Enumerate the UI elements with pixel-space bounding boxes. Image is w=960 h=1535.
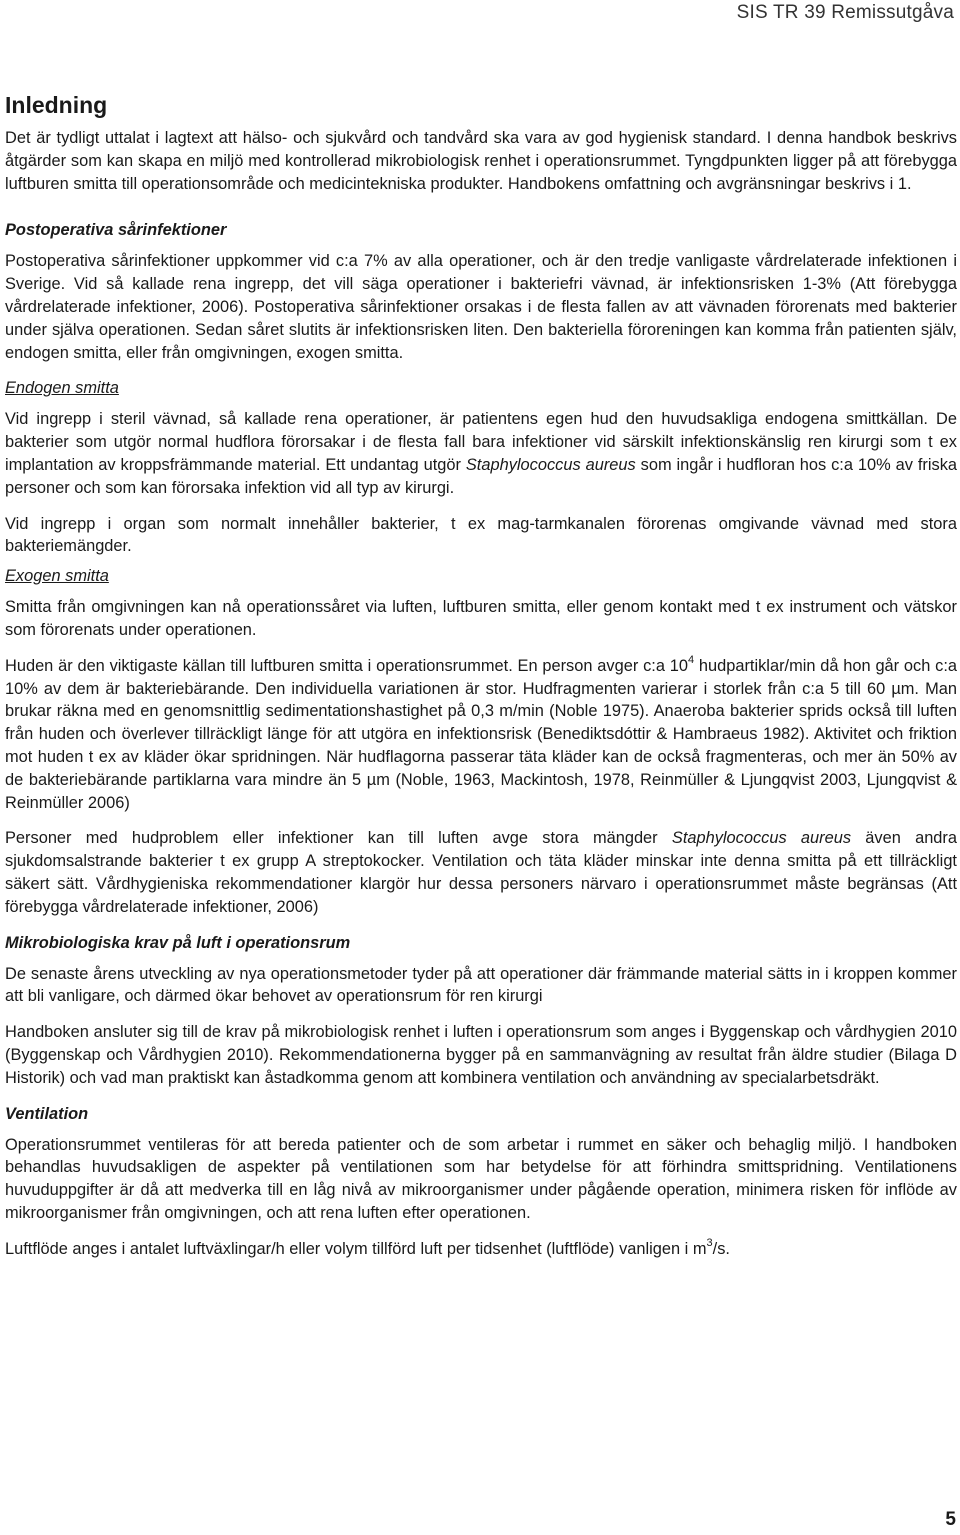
paragraph-mikro-1: De senaste årens utveckling av nya operationsmetoder tyder på att operationer där främmande material sätts in i kroppen kommer att bli vanligare, och därmed ökar behovet av operationsrum för ren kirurgi [5,964,957,1006]
paragraph-ventilation-2 [5,1238,957,1261]
paragraph-inledning: Det är tydligt uttalat i lagtext att hälso- och sjukvård och tandvård ska vara av god hygienisk standard. I denna handbok beskrivs åtgärder som kan skapa en miljö med kontrollerad mikrobiologisk renhet i operationsrummet. Tyngdpunkten ligger på att förebygga luftburen smitta till operationsområde och medicintekniska produkter. Handbokens omfattning och avgränsningar beskrivs i 1. [5,129,957,193]
paragraph-exogen-1: Smitta från omgivningen kan nå operationssåret via luften, luftburen smitta, eller genom kontakt med t ex instrument och vätskor som förorenats under operationen. [5,598,957,639]
document-header: SIS TR 39 Remissutgåva [736,2,954,23]
text-span: hudpartiklar/min då hon går och c:a 10% av dem är bakteriebärande. Den individuella variationen är stor. Hudfragmenten varierar i storlek från c:a 5 till 60 µm. Man brukar räkna med en genomsnittlig sedimentationshastighet på 0,3 m/min (Noble 1975). Anaeroba bakterier sprids också till luften från huden och överlever tillräckligt länge för att utgöra en infektionsrisk (Benediktsdóttir & Hambraeus 1982). Aktivitet och friktion mot huden t ex av kläder ökar spridningen. När hudflagorna passerar täta kläder kan de också fragmenteras, och mer än 50% av de bakteriebärande partiklarna vara mindre än 5 µm (Noble, 1963, Mackintosh, 1978, Reinmüller & Ljungqvist 2003, Ljungqvist & Reinmüller 2006) [5,656,957,812]
page-number: 5 [945,1509,956,1530]
species-name: Staphylococcus aureus [671,829,852,848]
text-span: även andra sjukdomsalstrande bakterier t ex grupp A streptokocker. Ventilation och täta kläder minskar inte denna smitta på ett tillräckligt säkert sätt. Vårdhygieniska rekommendationer klargör hur dessa personers närvaro i operationsrummet måste begränsas (Att förebygga vårdrelaterade infektioner, 2006) [5,829,957,916]
paragraph-endogen-1 [5,408,957,499]
paragraph-ventilation-1: Operationsrummet ventileras för att bereda patienter och de som arbetar i rummet en säker och behaglig miljö. I handboken behandlas huvudsakligen de aspekter på ventilationen som har betydelse för att förhindra smittspridning. Ventilationens huvuduppgifter är då att medverka till en låg nivå av mikroorganismer under pågående operation, minimera risken för inflöde av mikroorganismer från omgivningen, och att rena luften efter operationen. [5,1135,957,1222]
heading-postoperativa: Postoperativa sårinfektioner [5,221,227,240]
heading-ventilation: Ventilation [5,1104,89,1123]
paragraph-exogen-2 [5,655,957,815]
species-name: Staphylococcus aureus [465,455,636,474]
paragraph-postoperativa: Postoperativa sårinfektioner uppkommer vid c:a 7% av alla operationer, och är den tredje vanligaste vårdrelaterade infektionen i Sverige. Vid så kallade rena ingrepp, det vill säga operationer i bakteriefri vävnad, är infektionsrisken 1-3% (Att förebygga vårdrelaterade infektioner, 2006). Postoperativa sårinfektioner orsakas i de flesta fallen av att vävnaden förorenats med bakterier under själva operationen. Sedan såret slutits är infektionsrisken liten. Den bakteriella föroreningen kan komma från patienten själv, endogen smitta, eller från omgivningen, exogen smitta. [5,252,957,362]
superscript: 3 [706,1236,713,1249]
text-span: Luftflöde anges i antalet luftväxlingar/h eller volym tillförd luft per tidsenhet (luftflöde) vanligen i m [5,1239,707,1258]
text-span: som ingår i hudfloran hos c:a 10% av friska personer och som kan förorsaka infektion vid all typ av kirurgi. [5,455,958,497]
text-span: Personer med hudproblem eller infektioner kan till luften avge stora mängder [5,829,672,848]
paragraph-mikro-2: Handboken ansluter sig till de krav på mikrobiologisk renhet i luften i operationsrum som anges i Byggenskap och vårdhygien 2010 (Byggenskap och Vårdhygien 2010). Rekommendationerna bygger på en sammanvägning av resultat från äldre studier (Bilaga D Historik) och vad man praktiskt kan åstadkomma genom att kombinera ventilation och användning av specialarbetsdräkt. [5,1023,957,1087]
superscript: 4 [687,653,695,666]
heading-exogen-smitta: Exogen smitta [5,567,109,586]
heading-mikrobiologiska-krav: Mikrobiologiska krav på luft i operationsrum [5,933,351,952]
paragraph-endogen-2: Vid ingrepp i organ som normalt innehåller bakterier, t ex mag-tarmkanalen förorenas omgivande vävnad med stora bakteriemängder. [5,514,957,556]
paragraph-exogen-3 [5,827,957,918]
text-span: Huden är den viktigaste källan till luftburen smitta i operationsrummet. En person avger c:a 10 [5,656,688,675]
text-span: Vid ingrepp i steril vävnad, så kallade rena operationer, är patientens egen hud den huvudsakliga endogena smittkällan. De bakterier som utgör normal hudflora förorsakar i de flesta fall bara infektioner vid särskilt infektionskänslig ren kirurgi som t ex implantation av kroppsfrämmande material. Ett undantag utgör [5,410,957,474]
heading-inledning: Inledning [5,92,108,118]
document-body [5,90,957,1273]
text-span: /s. [712,1239,730,1258]
heading-endogen-smitta: Endogen smitta [5,379,119,398]
